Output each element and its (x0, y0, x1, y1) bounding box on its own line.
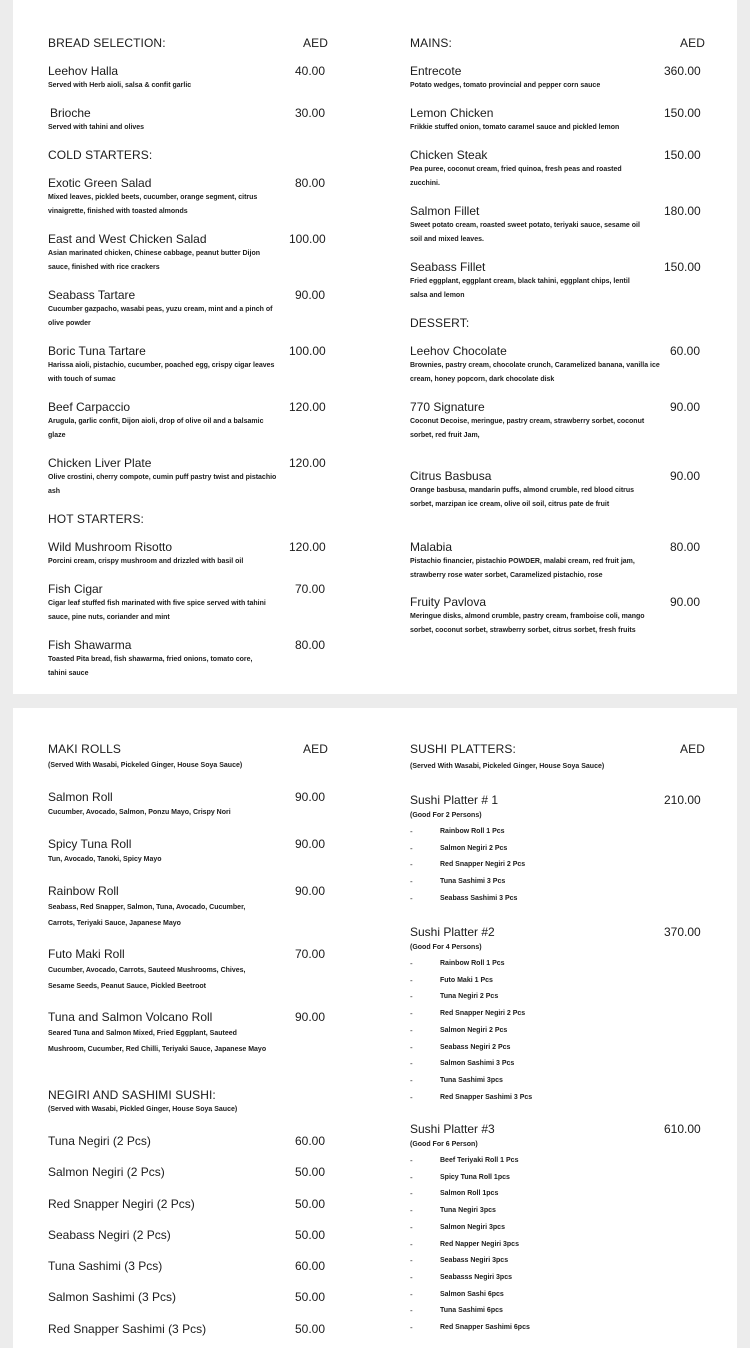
platter-item: Salmon Roll 1pcs (440, 1190, 499, 1198)
bullet-icon: - (410, 1206, 413, 1216)
platter-item: Seabass Sashimi 3 Pcs (440, 894, 518, 902)
platter-item: Tuna Sashimi 6pcs (440, 1307, 503, 1315)
menu-page-2 (13, 708, 737, 1348)
platter-item: Red Napper Negiri 3pcs (440, 1240, 519, 1248)
item-name: Fruity Pavlova (410, 595, 487, 609)
currency-label: AED (680, 742, 705, 756)
bullet-icon: - (410, 893, 413, 903)
item-name: Seabass Negiri (2 Pcs) (48, 1228, 171, 1242)
item-price: 50.00 (295, 1322, 326, 1336)
item-price: 80.00 (295, 638, 326, 652)
item-desc: Served with tahini and olives (48, 124, 145, 131)
item-price: 50.00 (295, 1228, 326, 1242)
item-price: 70.00 (295, 947, 326, 961)
currency-label: AED (303, 36, 328, 50)
bullet-icon: - (410, 1239, 413, 1249)
platter-price: 210.00 (664, 793, 701, 807)
section-title: DESSERT: (410, 316, 470, 330)
platter-item: Futo Maki 1 Pcs (440, 976, 493, 984)
item-name: Red Snapper Sashimi (3 Pcs) (48, 1322, 207, 1336)
platter-item: Salmon Negiri 2 Pcs (440, 1026, 508, 1034)
menu-page-1 (13, 0, 737, 694)
item-name: Spicy Tuna Roll (48, 837, 132, 851)
item-price: 40.00 (295, 64, 326, 78)
item-desc: Pea puree, coconut cream, fried quinoa, fresh peas and roasted zucchini. (410, 166, 622, 187)
currency-label: AED (680, 36, 705, 50)
platter-serves: (Good For 2 Persons) (410, 812, 482, 819)
item-name: Salmon Negiri (2 Pcs) (48, 1165, 165, 1179)
item-name: Chicken Steak (410, 148, 488, 162)
item-desc: Porcini cream, crispy mushroom and drizzled with basil oil (48, 558, 244, 565)
item-price: 360.00 (664, 64, 701, 78)
platter-item: Tuna Negiri 3pcs (440, 1207, 496, 1215)
bullet-icon: - (410, 1025, 413, 1035)
bullet-icon: - (410, 1189, 413, 1199)
item-desc: Mixed leaves, pickled beets, cucumber, orange segment, citrus vinaigrette, finished with toasted almonds (48, 194, 258, 215)
item-name: Exotic Green Salad (48, 176, 152, 190)
item-name: Seabass Tartare (48, 288, 136, 302)
bullet-icon: - (410, 1289, 413, 1299)
platter-item: Tuna Negiri 2 Pcs (440, 993, 499, 1001)
bullet-icon: - (410, 975, 413, 985)
item-price: 120.00 (289, 540, 326, 554)
item-price: 90.00 (295, 288, 326, 302)
item-name: Rainbow Roll (48, 884, 119, 898)
platter-item: Red Snapper Negiri 2 Pcs (440, 1010, 526, 1018)
item-price: 100.00 (289, 344, 326, 358)
item-name: Seabass Fillet (410, 260, 486, 274)
platter-item: Rainbow Roll 1 Pcs (440, 960, 505, 967)
platter-item: Red Snapper Sashimi 6pcs (440, 1324, 530, 1331)
item-desc: Harissa aioli, pistachio, cucumber, poached egg, crispy cigar leaves with touch of sumac (48, 362, 275, 383)
bullet-icon: - (410, 877, 413, 887)
item-price: 50.00 (295, 1197, 326, 1211)
platter-item: Spicy Tuna Roll 1pcs (440, 1173, 510, 1181)
item-price: 80.00 (670, 540, 701, 554)
platter-item: Seabasss Negiri 3pcs (440, 1273, 512, 1281)
platter-item: Red Snapper Sashimi 3 Pcs (440, 1093, 533, 1101)
item-price: 150.00 (664, 148, 701, 162)
platter-item: Salmon Sashimi 3 Pcs (440, 1060, 515, 1068)
item-name: Brioche (50, 106, 91, 120)
bullet-icon: - (410, 1222, 413, 1232)
platter-name: Sushi Platter #3 (410, 1122, 495, 1136)
section-subtitle: (Served With Wasabi, Pickeled Ginger, House Soya Sauce) (48, 762, 243, 769)
bullet-icon: - (410, 1059, 413, 1069)
platter-item: Tuna Sashimi 3 Pcs (440, 878, 506, 886)
bullet-icon: - (410, 1009, 413, 1019)
item-name: Salmon Fillet (410, 204, 480, 218)
item-name: East and West Chicken Salad (48, 232, 207, 246)
item-price: 90.00 (295, 837, 326, 851)
section-title: COLD STARTERS: (48, 148, 153, 162)
item-desc: Olive crostini, cherry compote, cumin puff pastry twist and pistachio ash (48, 474, 277, 495)
item-price: 90.00 (670, 400, 701, 414)
platter-serves: (Good For 6 Person) (410, 1141, 478, 1148)
item-name: Wild Mushroom Risotto (48, 540, 173, 554)
item-desc: Cucumber, Avocado, Carrots, Sauteed Mushrooms, Chives, Sesame Seeds, Peanut Sauce, Pickled Beetroot (48, 967, 246, 990)
item-price: 60.00 (670, 344, 701, 358)
item-name: Red Snapper Negiri (2 Pcs) (48, 1197, 195, 1211)
item-name: 770 Signature (410, 400, 485, 414)
platter-name: Sushi Platter #2 (410, 925, 495, 939)
section-title: MAINS: (410, 36, 452, 50)
platter-item: Salmon Sashi 6pcs (440, 1290, 504, 1298)
bullet-icon: - (410, 992, 413, 1002)
item-desc: Sweet potato cream, roasted sweet potato, teriyaki sauce, sesame oil soil and mixed leaves. (410, 222, 640, 243)
item-price: 100.00 (289, 232, 326, 246)
item-desc: Coconut Decoise, meringue, pastry cream, strawberry sorbet, coconut sorbet, red fruit Jam, (410, 418, 645, 439)
item-desc: Arugula, garlic confit, Dijon aioli, drop of olive oil and a balsamic glaze (48, 418, 264, 439)
item-desc: Meringue disks, almond crumble, pastry cream, framboise coli, mango sorbet, coconut sorbet, strawberry sorbet, citrus sorbet, fresh fruits (410, 613, 645, 634)
platter-item: Seabass Negiri 2 Pcs (440, 1043, 511, 1051)
platter-item: Red Snapper Negiri 2 Pcs (440, 861, 526, 869)
item-price: 150.00 (664, 260, 701, 274)
platter-item: Beef Teriyaki Roll 1 Pcs (440, 1157, 519, 1164)
platter-item: Rainbow Roll 1 Pcs (440, 828, 505, 835)
section-title: SUSHI PLATTERS: (410, 742, 516, 756)
item-price: 150.00 (664, 106, 701, 120)
item-name: Entrecote (410, 64, 462, 78)
item-price: 50.00 (295, 1290, 326, 1304)
item-name: Salmon Sashimi (3 Pcs) (48, 1290, 177, 1304)
item-name: Tuna Negiri (2 Pcs) (48, 1134, 151, 1148)
currency-label: AED (303, 742, 328, 756)
platter-name: Sushi Platter # 1 (410, 793, 499, 807)
item-name: Leehov Halla (48, 64, 119, 78)
item-price: 180.00 (664, 204, 701, 218)
bullet-icon: - (410, 843, 413, 853)
item-price: 50.00 (295, 1165, 326, 1179)
bullet-icon: - (410, 1075, 413, 1085)
item-desc: Frikkie stuffed onion, tomato caramel sauce and pickled lemon (410, 124, 620, 131)
item-desc: Served with Herb aioli, salsa & confit garlic (48, 82, 192, 89)
item-name: Tuna and Salmon Volcano Roll (48, 1010, 213, 1024)
section-title: MAKI ROLLS (48, 742, 122, 756)
platter-price: 370.00 (664, 925, 701, 939)
platter-item: Salmon Negiri 2 Pcs (440, 844, 508, 852)
item-name: Fish Shawarma (48, 638, 132, 652)
bullet-icon: - (410, 827, 413, 836)
item-name: Chicken Liver Plate (48, 456, 152, 470)
item-desc: Fried eggplant, eggplant cream, black tahini, eggplant chips, lentil salsa and lemon (410, 278, 630, 299)
platter-item: Salmon Negiri 3pcs (440, 1223, 505, 1231)
item-name: Boric Tuna Tartare (48, 344, 146, 358)
item-price: 90.00 (670, 595, 701, 609)
item-desc: Seabass, Red Snapper, Salmon, Tuna, Avocado, Cucumber, Carrots, Teriyaki Sauce, Japanese Mayo (48, 904, 246, 927)
bullet-icon: - (410, 860, 413, 870)
bullet-icon: - (410, 1092, 413, 1102)
item-price: 60.00 (295, 1134, 326, 1148)
item-price: 120.00 (289, 456, 326, 470)
item-price: 30.00 (295, 106, 326, 120)
item-price: 70.00 (295, 582, 326, 596)
section-title: HOT STARTERS: (48, 512, 144, 526)
item-name: Leehov Chocolate (410, 344, 507, 358)
item-name: Futo Maki Roll (48, 947, 125, 961)
item-desc: Potato wedges, tomato provincial and pepper corn sauce (410, 82, 601, 89)
platter-price: 610.00 (664, 1122, 701, 1136)
section-subtitle: (Served with Wasabi, Pickled Ginger, House Soya Sauce) (48, 1106, 238, 1113)
item-desc: Brownies, pastry cream, chocolate crunch, Caramelized banana, vanilla ice cream, honey popcorn, dark chocolate disk (410, 362, 660, 383)
item-desc: Pistachio financier, pistachio POWDER, malabi cream, red fruit jam, strawberry rose water sorbet, Caramelized pistachio, rose (410, 558, 635, 579)
item-name: Beef Carpaccio (48, 400, 131, 414)
item-price: 90.00 (295, 1010, 326, 1024)
item-desc: Asian marinated chicken, Chinese cabbage, peanut butter Dijon sauce, finished with rice crackers (48, 250, 260, 271)
bullet-icon: - (410, 1272, 413, 1282)
item-price: 90.00 (670, 469, 701, 483)
item-name: Salmon Roll (48, 790, 113, 804)
section-title: NEGIRI AND SASHIMI SUSHI: (48, 1088, 216, 1102)
item-name: Citrus Basbusa (410, 469, 492, 483)
bullet-icon: - (410, 1306, 413, 1316)
item-desc: Cucumber, Avocado, Salmon, Ponzu Mayo, Crispy Nori (48, 809, 231, 816)
item-desc: Orange basbusa, mandarin puffs, almond crumble, red blood citrus sorbet, marzipan ice cream, olive oil soil, citrus pate de fruit (410, 487, 635, 508)
bullet-icon: - (410, 1042, 413, 1052)
section-title: BREAD SELECTION: (48, 36, 166, 50)
item-desc: Tun, Avocado, Tanoki, Spicy Mayo (48, 856, 162, 863)
item-price: 90.00 (295, 790, 326, 804)
item-price: 80.00 (295, 176, 326, 190)
platter-item: Seabass Negiri 3pcs (440, 1257, 509, 1265)
platter-serves: (Good For 4 Persons) (410, 944, 482, 951)
bullet-icon: - (410, 1156, 413, 1165)
item-desc: Cigar leaf stuffed fish marinated with five spice served with tahini sauce, pine nuts, coriander and mint (48, 600, 266, 621)
platter-item: Tuna Sashimi 3pcs (440, 1076, 503, 1084)
item-name: Tuna Sashimi (3 Pcs) (48, 1259, 163, 1273)
item-price: 90.00 (295, 884, 326, 898)
item-name: Malabia (410, 540, 453, 554)
item-desc: Cucumber gazpacho, wasabi peas, yuzu cream, mint and a pinch of olive powder (48, 306, 273, 327)
item-name: Lemon Chicken (410, 106, 494, 120)
item-name: Fish Cigar (48, 582, 103, 596)
bullet-icon: - (410, 959, 413, 968)
bullet-icon: - (410, 1172, 413, 1182)
bullet-icon: - (410, 1323, 413, 1332)
item-price: 120.00 (289, 400, 326, 414)
item-desc: Toasted Pita bread, fish shawarma, fried onions, tomato core, tahini sauce (48, 656, 253, 677)
item-price: 60.00 (295, 1259, 326, 1273)
section-subtitle: (Served With Wasabi, Pickeled Ginger, House Soya Sauce) (410, 763, 605, 770)
bullet-icon: - (410, 1256, 413, 1266)
item-desc: Seared Tuna and Salmon Mixed, Fried Eggplant, Sauteed Mushroom, Cucumber, Red Chilli, Teriyaki Sauce, Japanese Mayo (48, 1030, 267, 1053)
